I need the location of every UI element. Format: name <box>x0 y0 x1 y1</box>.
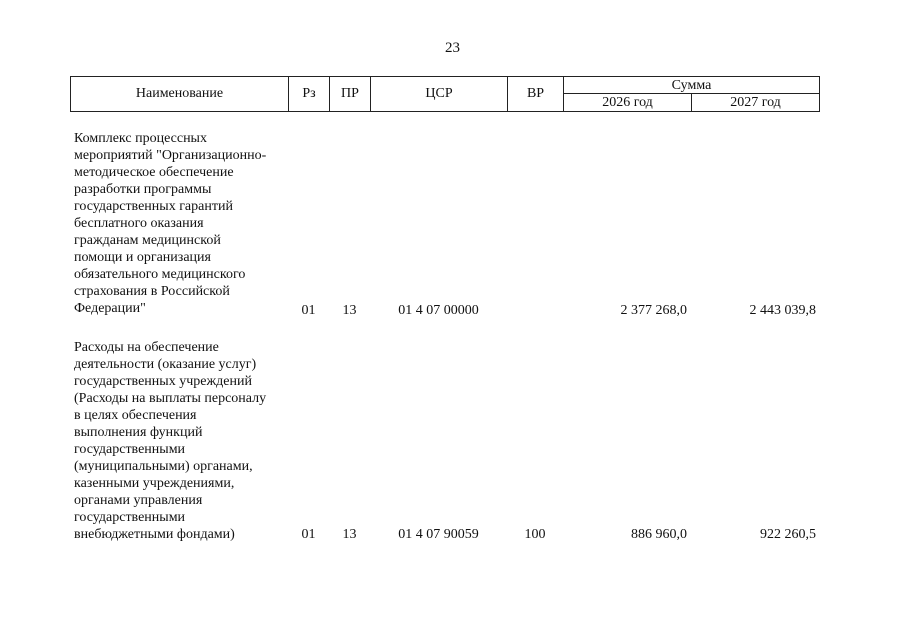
row-sum-2027: 2 443 039,8 <box>749 303 816 318</box>
row-name-line: деятельности (оказание услуг) <box>74 357 257 372</box>
row-name-line: казенными учреждениями, <box>74 476 235 491</box>
table-header <box>70 76 820 112</box>
row-rz: 01 <box>301 303 316 318</box>
header-rz: Рз <box>289 77 330 111</box>
row-name-line: государственными <box>74 510 186 525</box>
header-name: Наименование <box>71 77 289 111</box>
table-row <box>70 130 820 320</box>
row-name-line: государственных учреждений <box>74 374 252 389</box>
header-csr: ЦСР <box>371 77 508 111</box>
row-name-line: гражданам медицинской <box>74 233 221 248</box>
row-vr: 100 <box>524 527 546 542</box>
header-sum: Сумма <box>564 77 819 94</box>
header-vr: ВР <box>508 77 564 111</box>
table-row <box>70 339 820 549</box>
row-name-line: бесплатного оказания <box>74 216 204 231</box>
row-name-line: методическое обеспечение <box>74 165 234 180</box>
row-name-line: разработки программы <box>74 182 212 197</box>
row-sum-2026: 886 960,0 <box>631 527 687 542</box>
row-name-line: мероприятий "Организационно- <box>74 148 267 163</box>
row-name-line: Комплекс процессных <box>74 131 207 146</box>
row-name-line: выполнения функций <box>74 425 203 440</box>
row-csr: 01 4 07 00000 <box>398 303 479 318</box>
row-sum-2026: 2 377 268,0 <box>620 303 687 318</box>
row-rz: 01 <box>301 527 316 542</box>
row-name-line: (муниципальными) органами, <box>74 459 253 474</box>
row-name-line: Федерации" <box>74 301 146 316</box>
header-pr: ПР <box>330 77 371 111</box>
header-years <box>564 94 819 111</box>
row-csr: 01 4 07 90059 <box>398 527 479 542</box>
row-name-line: внебюджетными фондами) <box>74 527 235 542</box>
row-name-line: государственными <box>74 442 186 457</box>
row-sum-2027: 922 260,5 <box>760 527 816 542</box>
row-name <box>74 339 290 543</box>
row-name-line: в целях обеспечения <box>74 408 197 423</box>
row-name-line: Расходы на обеспечение <box>74 340 219 355</box>
row-name-line: помощи и организация <box>74 250 211 265</box>
row-name-line: (Расходы на выплаты персоналу <box>74 391 267 406</box>
header-sum-group <box>564 77 819 111</box>
row-name-line: органами управления <box>74 493 203 508</box>
row-pr: 13 <box>342 303 357 318</box>
row-name-line: страхования в Российской <box>74 284 230 299</box>
header-year-2026: 2026 год <box>564 94 692 111</box>
row-name-line: государственных гарантий <box>74 199 233 214</box>
page-number: 23 <box>445 40 460 56</box>
row-name-line: обязательного медицинского <box>74 267 246 282</box>
row-name <box>74 130 290 317</box>
header-year-2027: 2027 год <box>730 95 781 110</box>
row-pr: 13 <box>342 527 357 542</box>
